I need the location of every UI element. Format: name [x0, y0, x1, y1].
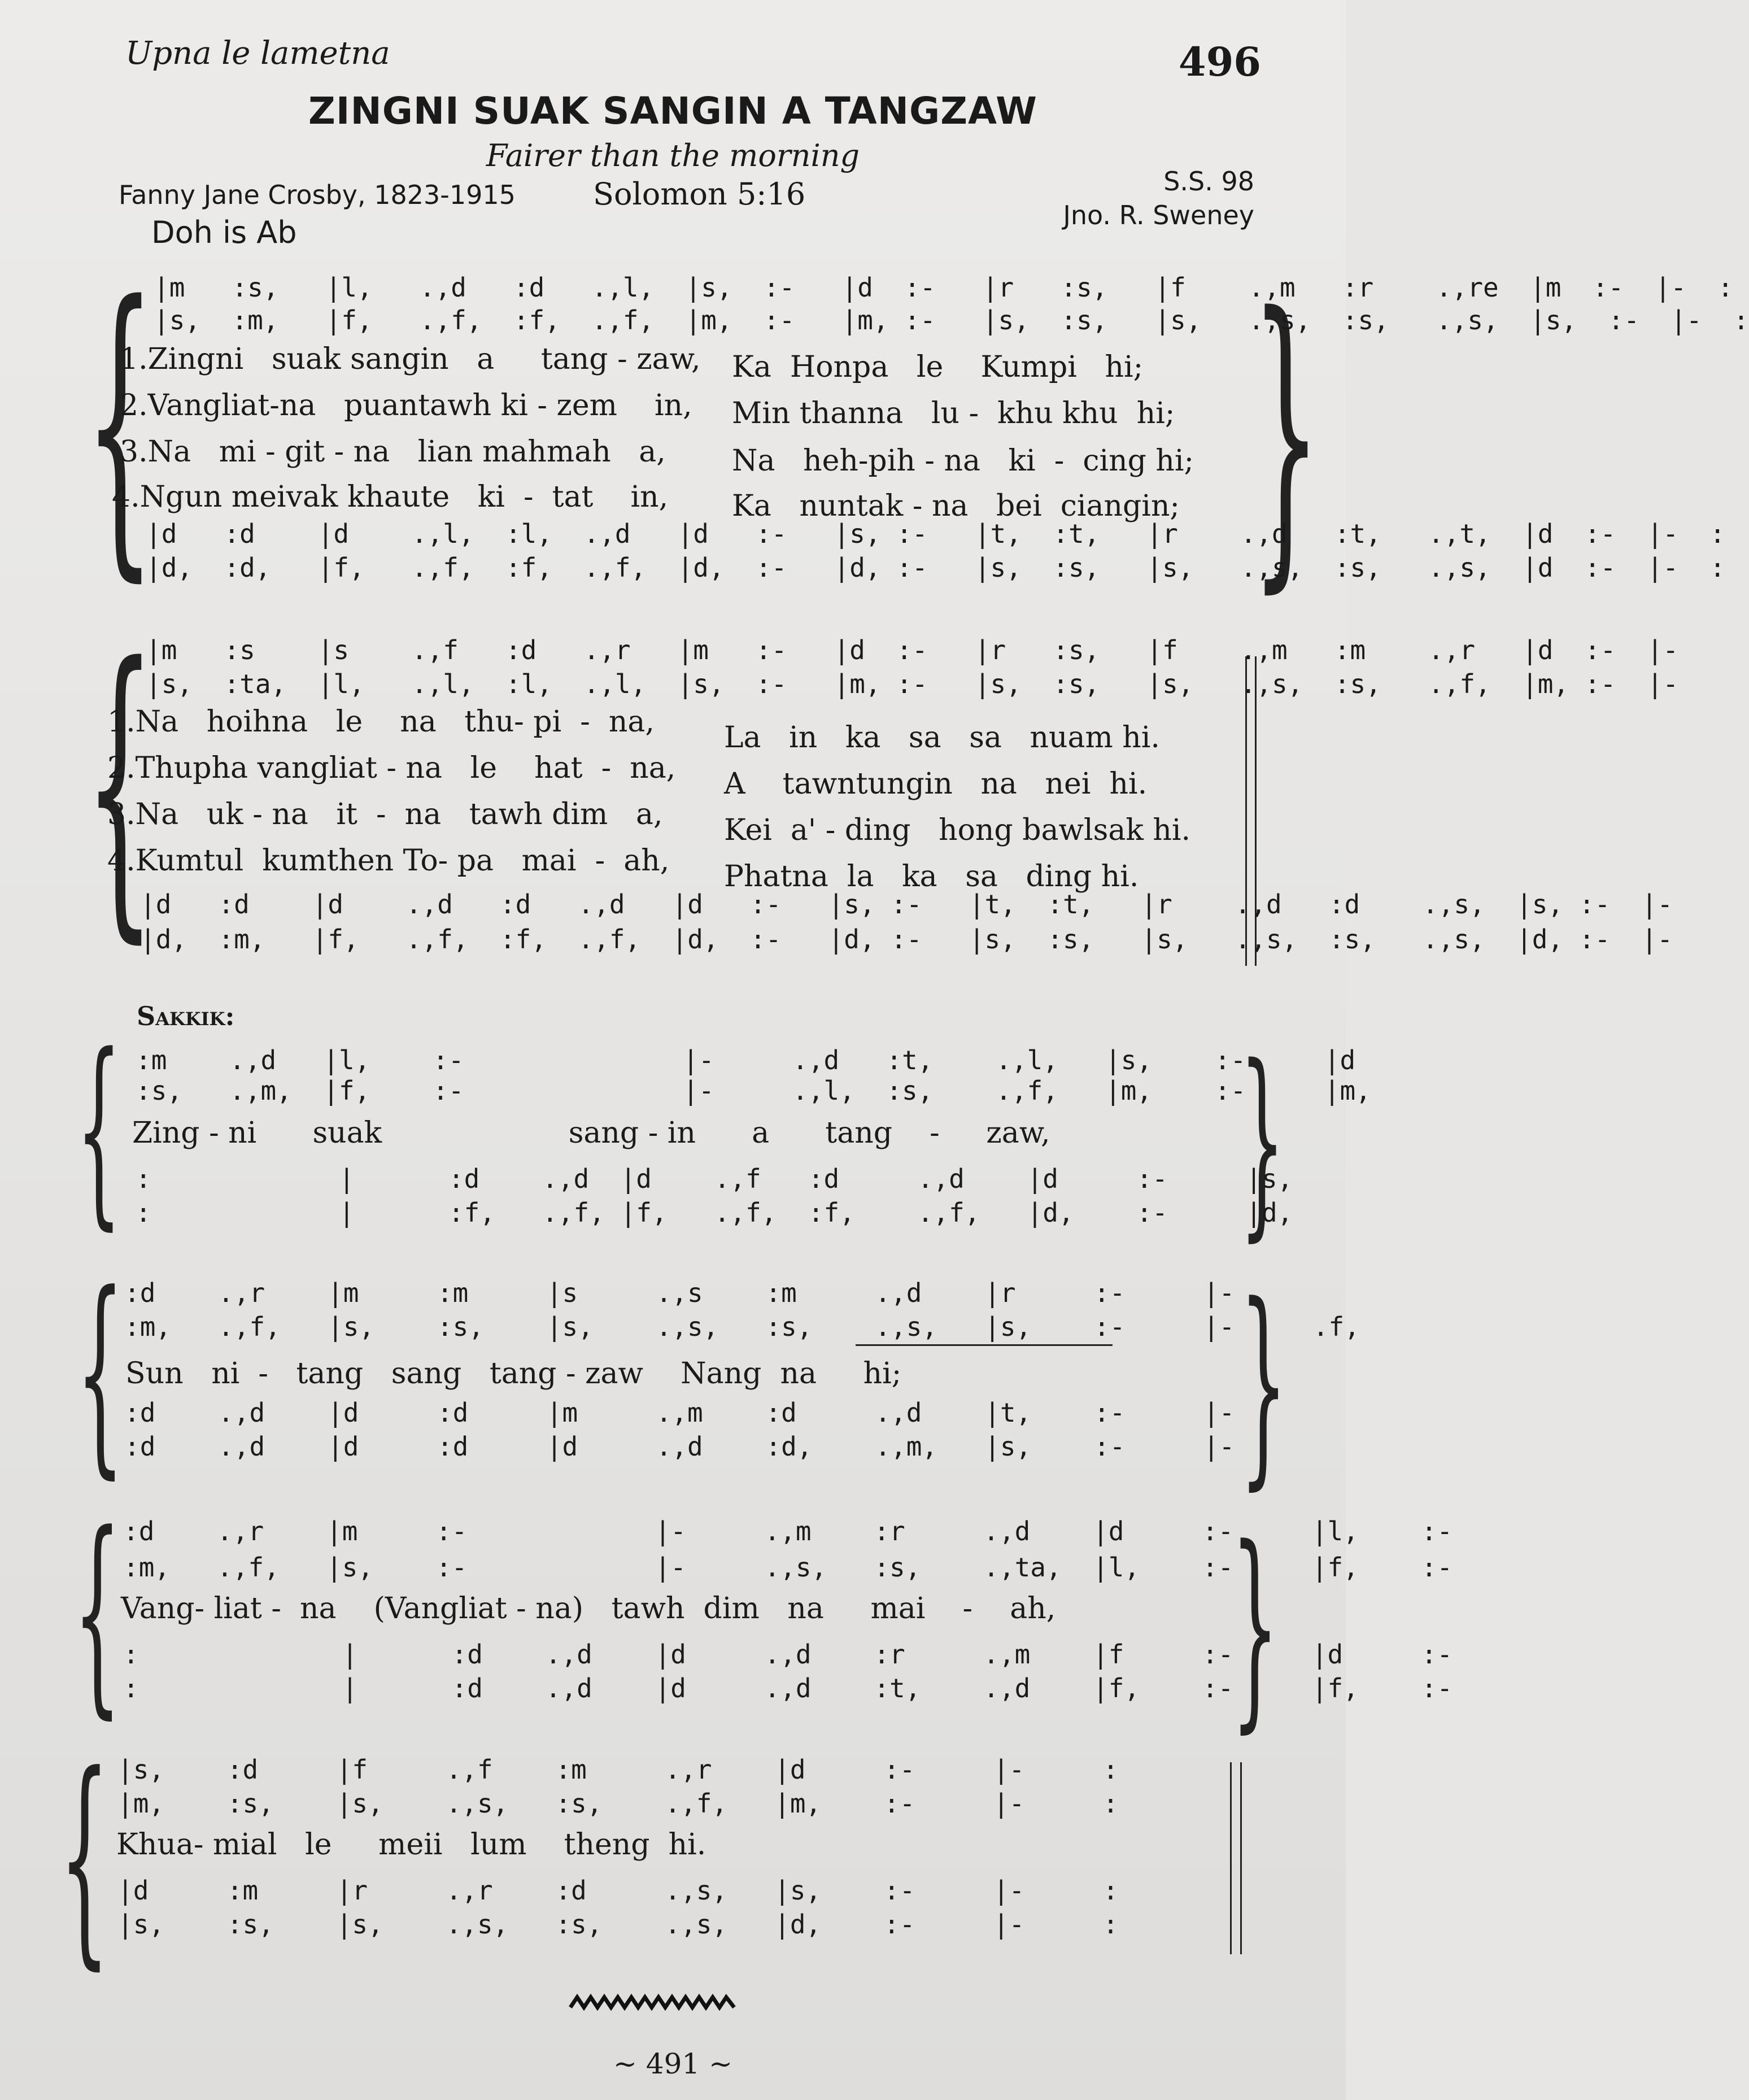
right-brace: } — [1240, 1258, 1288, 1509]
left-brace: { — [85, 601, 155, 969]
soprano-line: :d .,r |m :- |- .,m :r .,d |d :- |l, :- — [123, 1516, 1453, 1546]
lyric-line: Sun ni - tang sang tang - zaw Nang na hi; — [125, 1357, 902, 1391]
tenor-line: : | :d .,d |d .,f :d .,d |d :- |s, — [136, 1164, 1293, 1194]
bass-line: |d, :d, |f, .,f, :f, .,f, |d, :- |d, :- |s, :s, |s, .,s, :s, .,s, |d :- |- : — [146, 552, 1726, 583]
bass-line: |d, :m, |f, .,f, :f, .,f, |d, :- |d, :- |s, :s, |s, .,s, :s, .,s, |d, :- |- — [140, 924, 1673, 955]
soprano-line: |s, :d |f .,f :m .,r |d :- |- : — [117, 1754, 1119, 1785]
ornament-divider — [570, 1992, 734, 2011]
hymn-title: ZINGNI SUAK SANGIN A TANGZAW — [308, 89, 1037, 133]
left-brace: { — [59, 1727, 110, 1989]
bass-line: |s, :s, |s, .,s, :s, .,s, |d, :- |- : — [117, 1909, 1119, 1940]
lyric-line: 2.Thupha vangliat - na le hat - na, — [107, 751, 676, 785]
lyric-line: 3.Na mi - git - na lian mahmah a, — [120, 435, 666, 469]
hymn-number: 496 — [1178, 38, 1261, 85]
left-brace: { — [85, 239, 155, 608]
right-brace: } — [1240, 1022, 1285, 1259]
alto-line: :m, .,f, |s, :s, |s, .,s, :s, .,s, |s, :- |- .f, — [124, 1312, 1360, 1342]
left-brace: { — [76, 1247, 124, 1497]
lyric-line: Kei a' - ding hong bawlsak hi. — [724, 813, 1191, 847]
key-signature: Doh is Ab — [151, 215, 297, 250]
soprano-line: |m :s |s .,f :d .,r |m :- |d :- |r :s, |f .,m :m .,r |d :- |- — [146, 635, 1679, 665]
lyric-line: 3.Na uk - na it - na tawh dim a, — [107, 798, 663, 831]
tenor-line: |d :d |d .,l, :l, .,d |d :- |s, :- |t, :t, |r .,d :t, .,t, |d :- |- : — [146, 519, 1726, 549]
lyric-line: Phatna la ka sa ding hi. — [724, 860, 1139, 894]
lyric-line: Zing - ni suak sang - in a tang - zaw, — [132, 1116, 1050, 1150]
left-brace: { — [76, 1011, 122, 1248]
lyric-line: 2.Vangliat-na puantawh ki - zem in, — [120, 389, 692, 422]
hymn-subtitle: Fairer than the morning — [486, 138, 860, 173]
alto-line: |m, :s, |s, .,s, :s, .,f, |m, :- |- : — [117, 1788, 1119, 1819]
lyric-line: Khua- mial le meii lum theng hi. — [116, 1828, 706, 1862]
lyric-line: Vang- liat - na (Vangliat - na) tawh dim na mai - ah, — [121, 1592, 1056, 1626]
alto-line: |s, :m, |f, .,f, :f, .,f, |m, :- |m, :- |s, :s, |s, .,s, :s, .,s, |s, :- |- : — [154, 305, 1749, 336]
right-brace: } — [1251, 251, 1321, 619]
lyric-line: A tawntungin na nei hi. — [724, 767, 1148, 801]
author: Fanny Jane Crosby, 1823-1915 — [119, 180, 516, 210]
lyric-line: 4.Kumtul kumthen To- pa mai - ah, — [107, 844, 670, 878]
bass-line: : | :f, .,f, |f, .,f, :f, .,f, |d, :- |d, — [136, 1197, 1293, 1228]
lyric-line: La in ka sa sa nuam hi. — [724, 721, 1160, 755]
soprano-line: :m .,d |l, :- |- .,d :t, .,l, |s, :- |d — [136, 1045, 1356, 1075]
soprano-line: :d .,r |m :m |s .,s :m .,d |r :- |- — [124, 1278, 1235, 1308]
tie-line — [856, 1344, 1113, 1346]
double-bar — [1230, 1762, 1232, 1954]
alto-line: :s, .,m, |f, :- |- .,l, :s, .,f, |m, :- |m, — [136, 1075, 1371, 1106]
alto-line: |s, :ta, |l, .,l, :l, .,l, |s, :- |m, :- |s, :s, |s, .,s, :s, .,f, |m, :- |- — [146, 669, 1679, 699]
lyric-line: 1.Na hoihna le na thu- pi - na, — [107, 705, 655, 739]
bass-line: :d .,d |d :d |d .,d :d, .,m, |s, :- |- — [124, 1431, 1235, 1462]
lyric-line: Min thanna lu - khu khu hi; — [732, 397, 1175, 430]
lyric-line: Ka Honpa le Kumpi hi; — [732, 350, 1144, 384]
lyric-line: Na heh-pih - na ki - cing hi; — [732, 444, 1194, 478]
lyric-line: 4.Ngun meivak khaute ki - tat in, — [112, 480, 669, 514]
soprano-line: |m :s, |l, .,d :d .,l, |s, :- |d :- |r :s, |f .,m :r .,re |m :- |- : — [154, 272, 1734, 303]
chorus-label: Sakkik: — [137, 1001, 235, 1031]
double-bar — [1240, 1762, 1242, 1954]
tenor-line: |d :d |d .,d :d .,d |d :- |s, :- |t, :t, |r .,d :d .,s, |s, :- |- — [140, 889, 1673, 920]
page-number: ~ 491 ~ — [613, 2047, 732, 2080]
tenor-line: :d .,d |d :d |m .,m :d .,d |t, :- |- — [124, 1397, 1235, 1428]
left-brace: { — [73, 1487, 121, 1737]
lyric-line: 1.Zingni suak sangin a tang - zaw, — [120, 342, 701, 376]
book-title: Upna le lametna — [125, 35, 390, 72]
ss-ref: S.S. 98 — [1163, 166, 1254, 197]
lyric-line: Ka nuntak - na bei ciangin; — [732, 489, 1180, 523]
bass-line: : | :d .,d |d .,d :t, .,d |f, :- |f, :- — [123, 1673, 1453, 1703]
tenor-line: : | :d .,d |d .,d :r .,m |f :- |d :- — [123, 1639, 1453, 1670]
tenor-line: |d :m |r .,r :d .,s, |s, :- |- : — [117, 1875, 1119, 1906]
composer: Jno. R. Sweney — [1063, 200, 1254, 230]
right-brace: } — [1231, 1501, 1279, 1752]
alto-line: :m, .,f, |s, :- |- .,s, :s, .,ta, |l, :- |f, :- — [123, 1552, 1453, 1583]
scripture-ref: Solomon 5:16 — [593, 176, 806, 212]
